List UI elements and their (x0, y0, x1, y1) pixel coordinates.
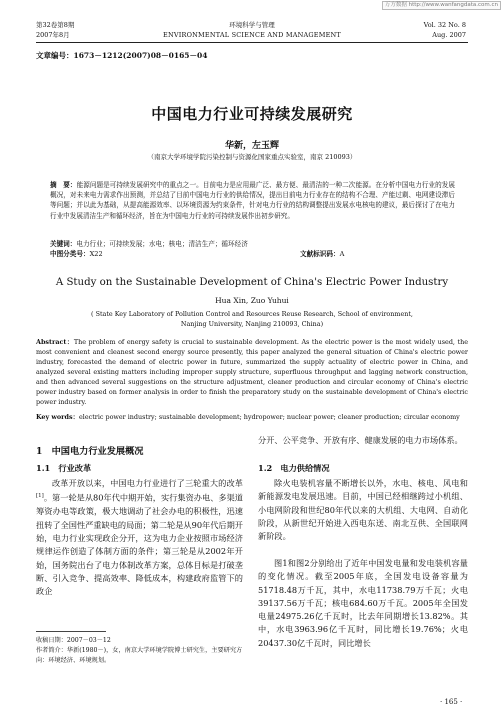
page-title-en: A Study on the Sustainable Development of China's Electric Power Industry (55, 277, 449, 288)
abstract-en (36, 337, 468, 407)
affiliation-en-line1: ( State Key Laboratory of Pollution Control and Resources Reuse Research, School of environment, (91, 310, 413, 318)
article-id: 文章编号：1673－1212(2007)08－0165－04 (36, 51, 208, 60)
citation-1: [1] (36, 493, 44, 500)
section-1-heading: 1 中国电力行业发展概况 (36, 446, 144, 457)
document-code (300, 250, 344, 259)
abstract-en-text: The problem of energy safety is crucial to sustainable development. As the electric power is the most widely used, the most convenient and cleanest second energy source presently, this paper analyzed the general situation of China's electric power industry, forecasted the demand of electric power in future, summarized the supply actuality of electric power in China, and analyzed several existing matters including improper supply structure, superfluous throughput and lagging network construction, and then advanced several suggestions on the structure adjustment, cleaner production and circular economy of China's electric power industry based on former analysis in order to finish the preparatory study on the sustainable development of China's electric power industry. (36, 338, 468, 406)
section-1-2-heading: 1.2 电力供给情况 (258, 463, 330, 473)
section-1-1-paragraph (36, 477, 243, 598)
footnote-rule (36, 631, 106, 632)
doc-code-value: A (339, 250, 345, 258)
abstract-cn (50, 180, 455, 221)
section-1-1-heading: 1.1 行业改革 (36, 463, 92, 473)
header-journal-cn: 环境科学与管理 (229, 21, 275, 29)
header-month: Aug. 2007 (432, 31, 466, 39)
keywords-en-label: Key words： (36, 413, 80, 421)
keywords-en (36, 412, 468, 422)
section-1-2-paragraph-1: 除火电装机容量不断增长以外，水电、核电、风电和新能源发电发展迅速。目前，中国已经相继跨过小机组、小电网阶段和世纪80年代以来的大机组、大电网、自动化阶段，从新世纪开始进入西电东送、南北互供、全国联网新阶段。 (258, 478, 468, 542)
keywords-en-text: electric power industry; sustainable development; hydropower; nuclear power; cleaner production; circular economy (79, 413, 460, 421)
abstract-en-label: Abstract： (36, 338, 74, 346)
section-1-2-paragraph-2: 图1和图2分别给出了近年中国发电量和发电装机容量的变化情况。截至2005年底，全国发电设备容量为51718.48万千瓦，其中，水电11738.79万千瓦；火电39137.56万千瓦；核电684.60万千瓦。2005年全国发电量24975.26亿千瓦时，比去年同期增长13.82%。其中，水电3963.96亿千瓦时，同比增长19.76%；火电20437.30亿千瓦时，同比增长 (258, 558, 468, 648)
section-1-1-text-b: 。第一轮是从80年代中期开始，实行集资办电、多渠道筹资办电等政策，极大地调动了社会办电的积极性，迅速扭转了全国性严重缺电的局面；第二轮是从90年代后期开始，电力行业实现政企分开，这为电力企业按照市场经济规律运作创造了体制方面的条件；第三轮是从2002年开始，国务院出台了电力体制改革方案，总体目标是打破垄断、引入竞争、提高效率、降低成本，构建政府监管下的政企 (36, 493, 243, 597)
abstract-cn-text: 能源问题是可持续发展研究中的重点之一。目前电力是应用最广泛、最方便、最清洁的一种二次能源。在分析中国电力行业的发展概况，对未来电力需求作出预测，并总结了目前中国电力行业的供给情况，提出目前电力行业存在的结构不合理、产能过剩、电网建设滞后等问题；并以此为基础，从提高能源效率、以环境资源为约束条件，针对电力行业的结构调整提出发展水电核电的建议，最后探讨了在电力行业中发展清洁生产和循环经济，旨在为中国电力行业的可持续发展作出初步研究。 (50, 181, 455, 220)
clc-value: X22 (89, 250, 103, 258)
doc-code-label: 文献标识码： (300, 250, 340, 258)
page-title-cn: 中国电力行业可持续发展研究 (151, 105, 353, 123)
keywords-cn-label: 关键词： (50, 240, 77, 248)
authors-en: Hua Xin, Zuo Yuhui (215, 296, 289, 305)
footnote-received: 收稿日期：2007－03－12 (36, 637, 111, 644)
header-volume: Vol. 32 No. 8 (423, 21, 466, 29)
clc-label: 中图分类号： (50, 250, 90, 258)
clc-number (50, 250, 103, 259)
abstract-cn-label: 摘 要： (50, 181, 77, 189)
keywords-cn-text: 电力行业；可持续发展；水电；核电；清洁生产；循环经济 (76, 240, 248, 248)
page-number: · 165 · (440, 698, 463, 706)
affiliation-en-line2: Nanjing University, Nanjing 210093, China) (180, 320, 324, 328)
section-1-1-continued: 分开、公平竞争、开放有序、健康发展的电力市场体系。 (258, 435, 463, 445)
keywords-cn (50, 240, 455, 249)
section-1-1-text-a: 改革开放以来，中国电力行业进行了三轮重大的改革 (52, 478, 243, 488)
watermark-stamp: 万方数据 http://www.wanfangdata.com.cn (382, 1, 501, 10)
footnote-author-bio: 作者简介：华新(1980－)，女，南京大学环境学院博士研究生，主要研究方向：环境经济、环境规划。 (36, 647, 243, 664)
header-journal-en: ENVIRONMENTAL SCIENCE AND MANAGEMENT (163, 31, 341, 39)
authors-cn: 华新，左玉辉 (224, 141, 279, 151)
affiliation-cn: （南京大学环境学院污染控制与资源化国家重点实验室，南京 210093） (147, 153, 357, 161)
header-date: 2007年8月 (36, 31, 70, 39)
header-issue: 第32卷第8期 (36, 21, 75, 29)
header-rule (36, 42, 468, 43)
